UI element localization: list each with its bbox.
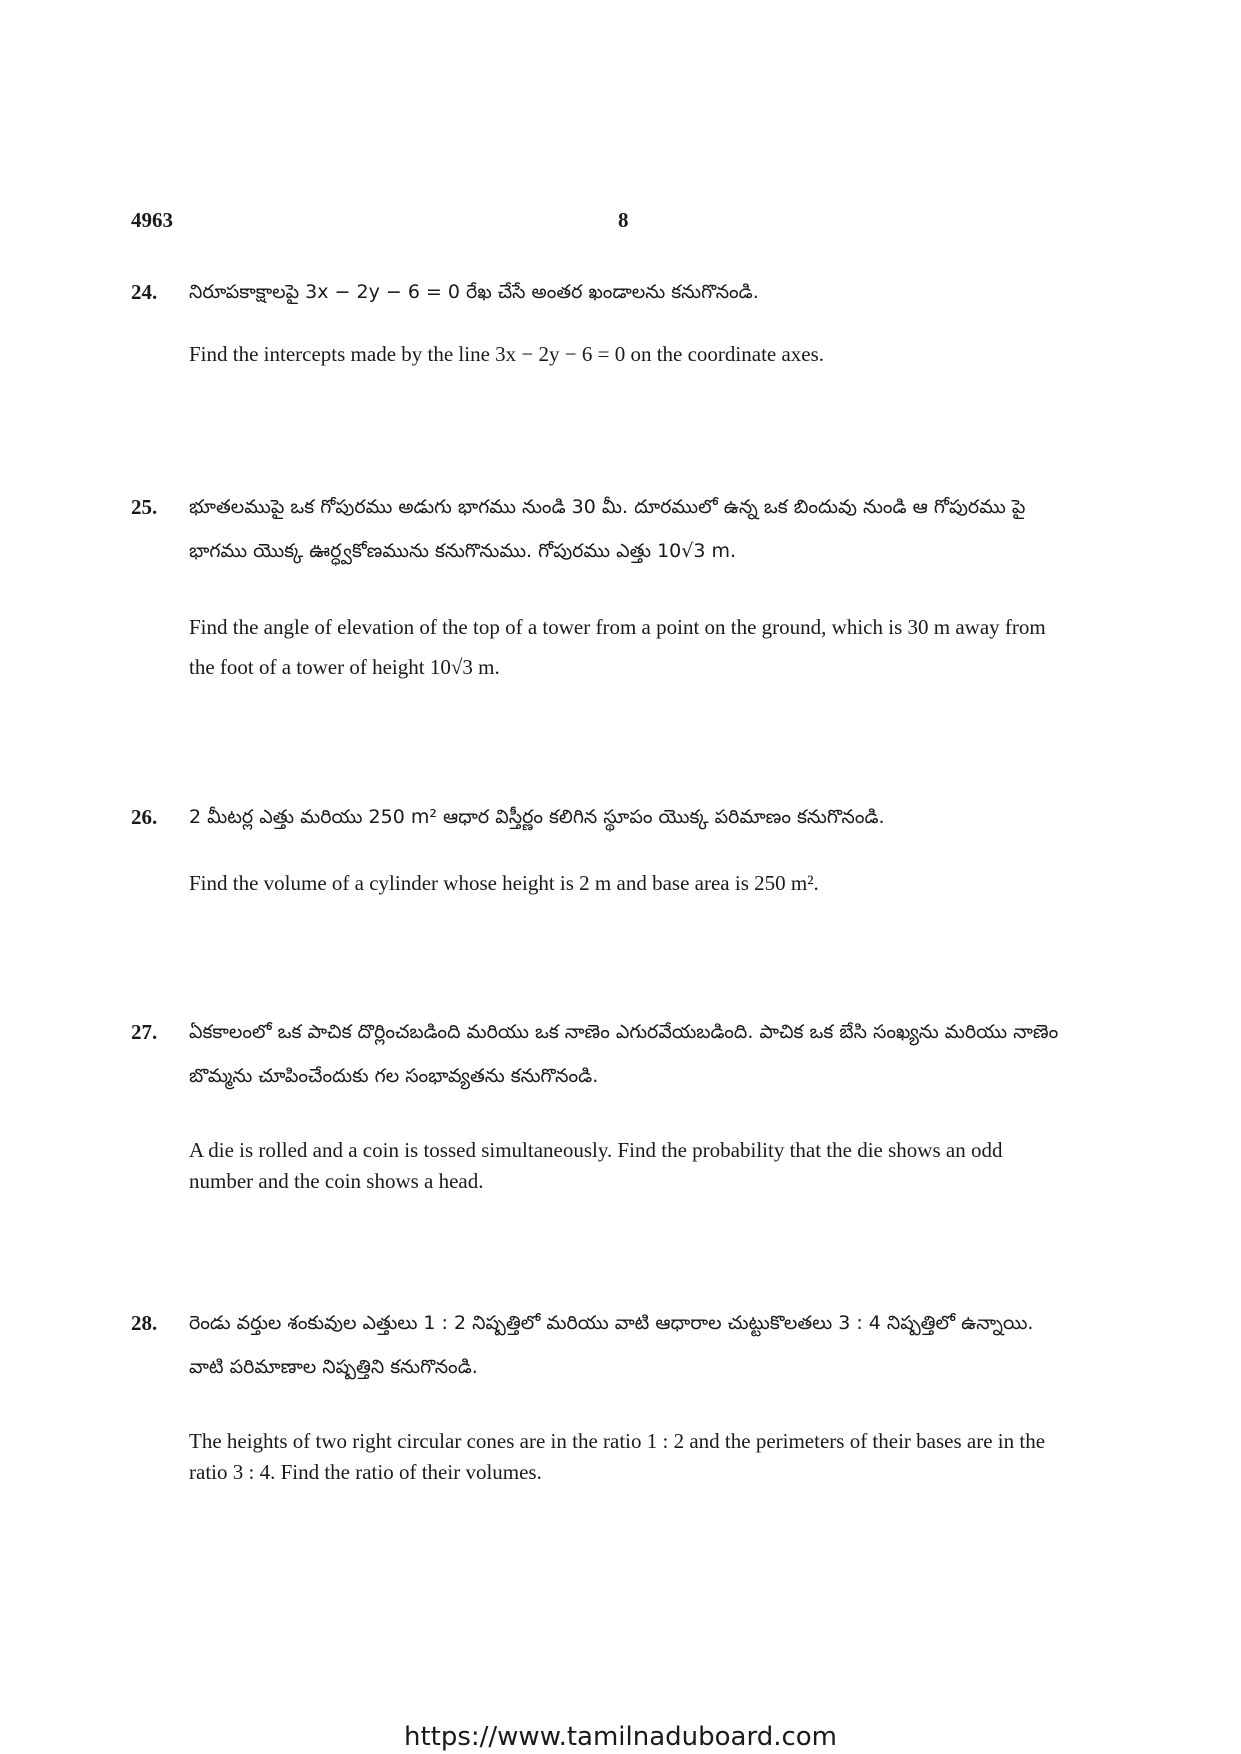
question-number: 28. [131, 1311, 158, 1335]
question-telugu: 2 మీటర్ల ఎత్తు మరియు 250 m² ఆధార విస్తీర్ణం కలిగిన స్థూపం యొక్క పరిమాణం కనుగొనండి. [189, 806, 885, 828]
question-english: The heights of two right circular cones are in the ratio 1 : 2 and the perimeters of their bases are in the ratio 3 : 4. Find the ratio of their volumes. [189, 1429, 1046, 1484]
question-english: Find the angle of elevation of the top of a tower from a point on the ground, which is 30 m away from the foot of a tower of height 10√3 m. [189, 615, 1046, 679]
question-number: 25. [131, 495, 158, 519]
question-telugu: భూతలముపై ఒక గోపురము అడుగు భాగము నుండి 30 మీ. దూరములో ఉన్న ఒక బిందువు నుండి ఆ గోపురము పై భాగము యొక్క ఊర్ధ్వకోణమును కనుగొనుము. గోపురము ఎత్తు 10√3 m. [189, 496, 1026, 562]
question-telugu: నిరూపకాక్షాలపై 3x − 2y − 6 = 0 రేఖ చేసే అంతర ఖండాలను కనుగొనండి. [189, 281, 759, 303]
question-english: A die is rolled and a coin is tossed simultaneously. Find the probability that the die shows an odd number and the coin shows a head. [189, 1138, 1003, 1193]
question-telugu: రెండు వర్తుల శంకువుల ఎత్తులు 1 : 2 నిష్పత్తిలో మరియు వాటి ఆధారాల చుట్టుకొలతలు 3 : 4 నిష్పత్తిలో ఉన్నాయి. వాటి పరిమాణాల నిష్పత్తిని కనుగొనండి. [189, 1312, 1034, 1378]
paper-code: 4963 [131, 208, 173, 232]
question-english: Find the intercepts made by the line 3x − 2y − 6 = 0 on the coordinate axes. [189, 342, 825, 366]
question-number: 26. [131, 805, 158, 829]
question-english: Find the volume of a cylinder whose height is 2 m and base area is 250 m². [189, 871, 819, 895]
question-number: 27. [131, 1020, 158, 1044]
source-url: https://www.tamilnaduboard.com [403, 1722, 838, 1752]
question-telugu: ఏకకాలంలో ఒక పాచిక దొర్లించబడింది మరియు ఒక నాణెం ఎగురవేయబడింది. పాచిక ఒక బేసి సంఖ్యను మరియు నాణెం బొమ్మను చూపించేందుకు గల సంభావ్యతను కనుగొనండి. [189, 1021, 1059, 1087]
question-number: 24. [131, 280, 158, 304]
page-number: 8 [618, 208, 629, 232]
